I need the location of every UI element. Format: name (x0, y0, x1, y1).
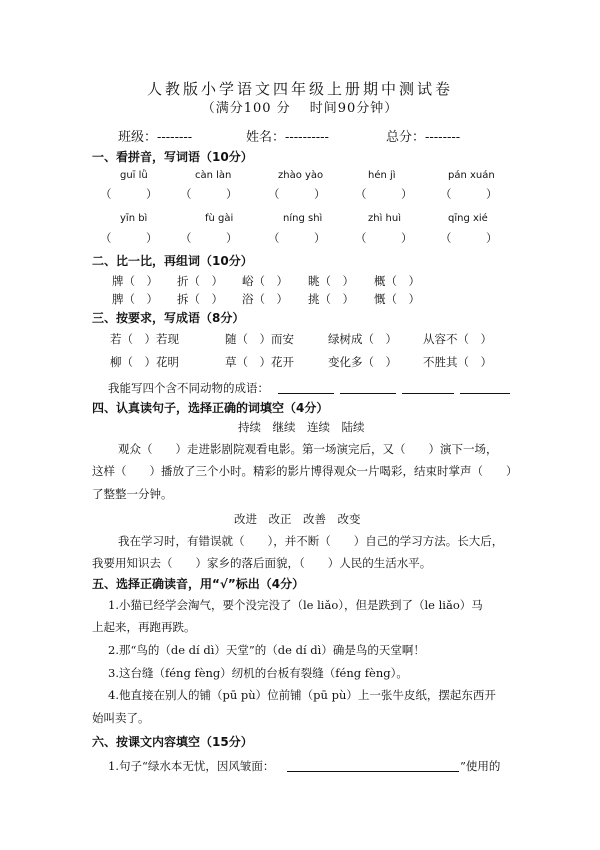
paragraph-line: 我要用知识去（ ）家乡的落后面貌，（ ）人民的生活水平。 (92, 556, 432, 570)
idiom-item[interactable]: 变化多（ ） (328, 355, 397, 369)
animal-idiom-blank[interactable] (402, 380, 454, 394)
question-line: 2.那“鸟的（de dí dì）天堂”的（de dí dì）确是鸟的天堂啊！ (108, 643, 425, 657)
compare-item[interactable]: 浴（ ） (242, 292, 288, 306)
section-1-title: 一、看拼音，写词语（10分） (92, 150, 253, 164)
idiom-item[interactable]: 柳（ ）花明 (110, 355, 179, 369)
pinyin-item: níng shì (283, 213, 323, 224)
word-bank: 持续 继续 连续 陆续 (238, 420, 365, 434)
compare-item[interactable]: 脾（ ） (112, 292, 158, 306)
section-4-title: 四、认真读句子，选择正确的词填空（4分） (92, 401, 329, 415)
idiom-item[interactable]: 随（ ）而安 (225, 332, 294, 346)
idiom-item[interactable]: 若（ ）若现 (110, 332, 179, 346)
section-2-title: 二、比一比，再组词（10分） (92, 254, 253, 268)
answer-blank[interactable]: （ ） (180, 231, 238, 245)
section-6-title: 六、按课文内容填空（15分） (92, 735, 253, 749)
question-line: 4.他直接在别人的铺（pū pù）位前铺（pū pù）上一张牛皮纸，摆起东西开 (108, 688, 496, 702)
exam-title: 人教版小学语文四年级上册期中测试卷 (146, 80, 453, 98)
question-line: 3.这台缝（féng fèng）纫机的台板有裂缝（féng fèng）。 (108, 666, 408, 680)
compare-item[interactable]: 拆（ ） (177, 292, 223, 306)
section-5-title: 五、选择正确读音，用“√”标出（4分） (92, 577, 305, 591)
pinyin-item: hén jì (368, 170, 396, 181)
pinyin-item: zhì huì (368, 213, 401, 224)
word-bank: 改进 改正 改善 改变 (234, 512, 361, 526)
idiom-item[interactable]: 草（ ）花开 (225, 355, 294, 369)
paragraph-line: 我在学习时，有错误就（ ），并不断（ ）自己的学习方法。长大后， (118, 534, 504, 548)
animal-idiom-blank[interactable] (278, 380, 334, 394)
compare-item[interactable]: 折（ ） (177, 274, 223, 288)
idiom-item[interactable]: 不胜其（ ） (423, 355, 492, 369)
paragraph-line: 观众（ ）走进影剧院观看电影。第一场演完后，又（ ）演下一场， (118, 442, 498, 456)
question-line: 上起来，再跑再跌。 (92, 620, 196, 634)
section-3-title: 三、按要求，写成语（8分） (92, 311, 245, 325)
compare-item[interactable]: 峪（ ） (242, 274, 288, 288)
answer-blank[interactable]: （ ） (180, 187, 238, 201)
answer-blank[interactable]: （ ） (440, 231, 498, 245)
answer-blank[interactable]: （ ） (100, 231, 158, 245)
question-line-end: ”使用的 (460, 759, 501, 773)
idiom-item[interactable]: 从容不（ ） (423, 332, 492, 346)
compare-item[interactable]: 眺（ ） (308, 274, 354, 288)
exam-subtitle: （满分100 分 时间90分钟） (201, 101, 399, 116)
answer-blank[interactable]: （ ） (355, 231, 413, 245)
answer-blank[interactable]: （ ） (268, 187, 326, 201)
compare-item[interactable]: 概（ ） (374, 274, 420, 288)
pinyin-item: guī lǜ (120, 170, 148, 181)
name-field: 姓名：---------- (246, 130, 329, 145)
score-field: 总分：-------- (386, 130, 461, 145)
answer-blank[interactable]: （ ） (100, 187, 158, 201)
animal-idiom-prompt: 我能写四个含不同动物的成语： (108, 381, 269, 395)
answer-blank[interactable]: （ ） (355, 187, 413, 201)
paragraph-line: 了整整一分钟。 (92, 487, 173, 501)
answer-blank[interactable]: （ ） (268, 231, 326, 245)
idiom-item[interactable]: 绿树成（ ） (328, 332, 397, 346)
question-line: 始叫卖了。 (92, 711, 150, 725)
animal-idiom-blank[interactable] (460, 380, 510, 394)
paragraph-line: 这样（ ）播放了三个小时。精彩的影片博得观众一片喝彩，结束时掌声（ ） (92, 464, 518, 478)
pinyin-item: zhào yào (278, 170, 324, 181)
question-line: 1.小猫已经学会淘气，要个没完没了（le liǎo），但是跌到了（le liǎo）马 (108, 598, 483, 612)
answer-blank[interactable]: （ ） (440, 187, 498, 201)
question-line: 1.句子“绿水本无忧，因风皱面： (108, 759, 275, 773)
pinyin-item: fù gài (205, 213, 234, 224)
class-field: 班级：-------- (118, 130, 193, 145)
compare-item[interactable]: 慨（ ） (374, 292, 420, 306)
fill-blank[interactable] (287, 758, 459, 772)
compare-item[interactable]: 挑（ ） (308, 292, 354, 306)
compare-item[interactable]: 牌（ ） (112, 274, 158, 288)
pinyin-item: pán xuán (448, 170, 495, 181)
pinyin-item: càn làn (195, 170, 232, 181)
pinyin-item: qīng xié (448, 213, 488, 224)
pinyin-item: yīn bì (120, 213, 148, 224)
animal-idiom-blank[interactable] (340, 380, 396, 394)
